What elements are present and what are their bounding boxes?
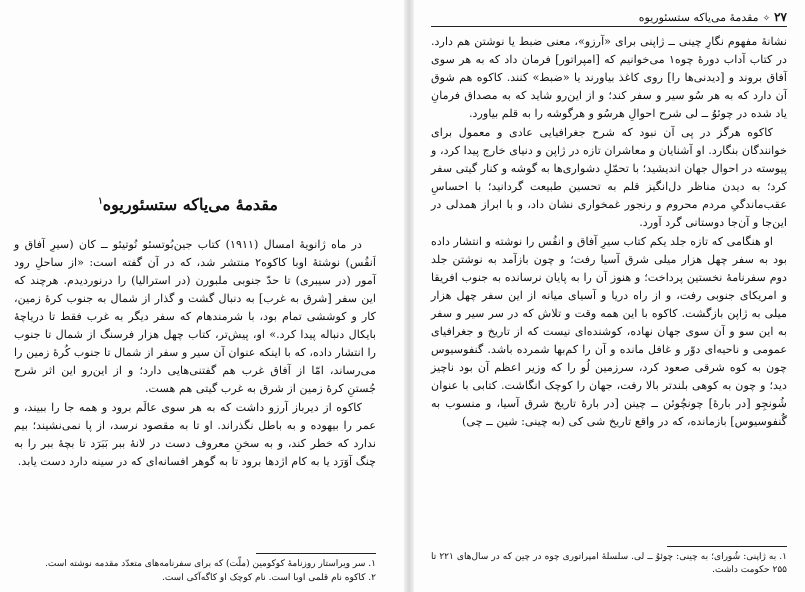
paragraph: نشانهٔ مفهوم نگارِ چینی ــ ژاپنی برای «آرزو»، معنی ضبط یا نوشتن هم دارد. در کتاب آداب دورهٔ چوه۱ می‌خوانیم که [امپراتور] فرمان داد که به هر سوی آفاق بروند و [دیدنی‌ها را] روی کاغذ بیاورند یا «ضبط» کنند. کاکوه هم شوق آن دارد که به هر سُو سیر و سفر کند؛ و از این‌رو شاید که به مصداق فرمانِ یاد شده در چوئوُ ــ لی شرح احوالِ هرسُو و هرگوشه را به قلم بیاورد. bbox=[431, 35, 788, 120]
right-body-text bbox=[431, 33, 787, 432]
right-page bbox=[412, 0, 805, 592]
footnote-divider bbox=[256, 553, 376, 554]
left-footnotes bbox=[14, 558, 376, 586]
section-title-footnote-marker: ۱ bbox=[97, 196, 103, 207]
paragraph: کاکوه هرگز در پی آن نبود که شرح جغرافیایی عادی و معمول برای خوانندگان بنگارد. او آشنایان و معاشران تازه در ژاپن و دنیای خارج پیدا کرد، و پیوسته در احوال جهان اندیشید؛ با تحمّلِ دشواری‌ها به گوشه و کنار گیتی سفر کرد؛ به دیدن مناظر دل‌انگیز قلم به تحسین طبیعت گردانید؛ با احساسِ عقب‌ماندگیِ مردم محروم و رنجور غمخواری نشان داد، و با ابراز همدلی در این‌جا و آن‌جا دوستانی گرد آورد. bbox=[431, 126, 787, 229]
page-number: ۲۷ bbox=[774, 10, 787, 24]
paragraph: کاکوه از دیرباز آرزو داشت که به هر سوی عالَم برود و همه جا را ببیند، و عمر را بیهوده و به باطل نگذراند. او تا به مقصود نرسد، از پا نمی‌نشیند؛ بیم ندارد که خطر کند، و به سخنِ معروف دست در لانهٔ ببر بَبَرَد تا بچهٔ ببر را به چنگ آوَرَد یا به کام اژدها برود تا به گوهر افسانه‌ای که در سینه دارد دست یابد. bbox=[14, 401, 376, 468]
section-title-text: مقدمهٔ می‌یاکه ستسئوریوه bbox=[102, 195, 278, 214]
running-header bbox=[431, 10, 787, 27]
section-title bbox=[98, 195, 278, 214]
footnote-divider bbox=[667, 546, 787, 547]
paragraph: او هنگامی که تازه جلد یکم کتاب سیرِ آفاق و انفُس را نوشته و انتشار داده بود به سفر چهل هزار میلی شرق آسیا رفت؛ و چون بازآمد به نوشتن جلد دوم سفرنامهٔ نخستین پرداخت؛ و هنوز آن را به پایان نرسانده به جنوب افریقا و امریکای جنوبی رفت، و از راه دریا و آسیای میانه از این سفر چهل هزار میلی به ژاپن بازگشت. کاکوه با این همه وقت و تلاش که در سر سیر و سفر به این سو و آن سوی جهان نهاده، کوشنده‌ای نیست که از تاریخ و جغرافیای عمومی و ناحیه‌ای دوّر و غافل مانده و آن را کم‌بها شمرده باشد. گنفوسیوس چون به کوه شرقی صعود کرد، سرزمین لُو را که وزیر اعظم آن بود ناچیز دید؛ و چون به کوهی بلندتر بالا رفت، جهان را کوچک انگاشت. کتابی با عنوان شُونجِو [در بارهٔ] چونچُوئن ــ چینن [در بارهٔ تاریخ شرق آسیا، و منسوب به گُنفوسیوس] بازمانده، که در واقع تاریخ شی کی (به چینی: شین ــ چی) bbox=[431, 235, 787, 428]
footnote: ۲. کاکوه نام قلمی اوبا است. نام کوچک او کاگه‌آکی است. bbox=[161, 573, 376, 583]
paragraph: در ماه ژانویهٔ امسال (۱۹۱۱) کتاب جین‌بُوتسئو نُوتیئو ــ کان (سیرِ آفاق و اَنفُس) نوشتهٔ اوبا کاکوه۲ منتشر شد، که در آن گفته است: «از ساحلِ رود آمور (در سیبری) تا حدّ جنوبی ملبورن (در استرالیا) را درنوردیدم. هرچند که این سفر [شرق به غرب] به دنبال گشت و گذار از شمال به جنوب کرهٔ زمین، کار و کوششی تمام بود، با شرمندهام که سفر دیگر به غرب فقط تا دریاچهٔ بایکال دنباله پیدا کرد.» او، پیش‌تر، کتاب چهل هزار فرسنگ از شمال تا جنوب را انتشار داده، که با اینکه عنوان آن سیر و سفر از شمال تا جنوب کُرهٔ زمین را می‌رساند، امّا از آفاق غرب هم گفتنی‌هایی دارد؛ و از این‌رو این اثر شرح جُستنِ کرهٔ زمین از شرق به غرب گیتی هم هست. bbox=[14, 238, 376, 395]
footnote: ۱. به ژاپنی: شُورای؛ به چینی: چوئوُ ــ لی. سلسلهٔ امپراتوری چوه در چین که در سال‌های ۲۲۱ تا ۲۵۵ حکومت داشت. bbox=[431, 552, 787, 575]
header-page-info bbox=[639, 10, 787, 24]
footnote: ۱. سر ویراستار روزنامهٔ کوکومین (ملّت) که برای سفرنامه‌های متعدّد مقدمه نوشته است. bbox=[45, 559, 376, 569]
running-title: مقدمهٔ می‌یاکه ستسئوریوه bbox=[638, 11, 759, 24]
diamond-icon: ✧ bbox=[762, 14, 771, 24]
right-footnotes bbox=[431, 551, 787, 578]
left-body-text bbox=[14, 236, 376, 472]
